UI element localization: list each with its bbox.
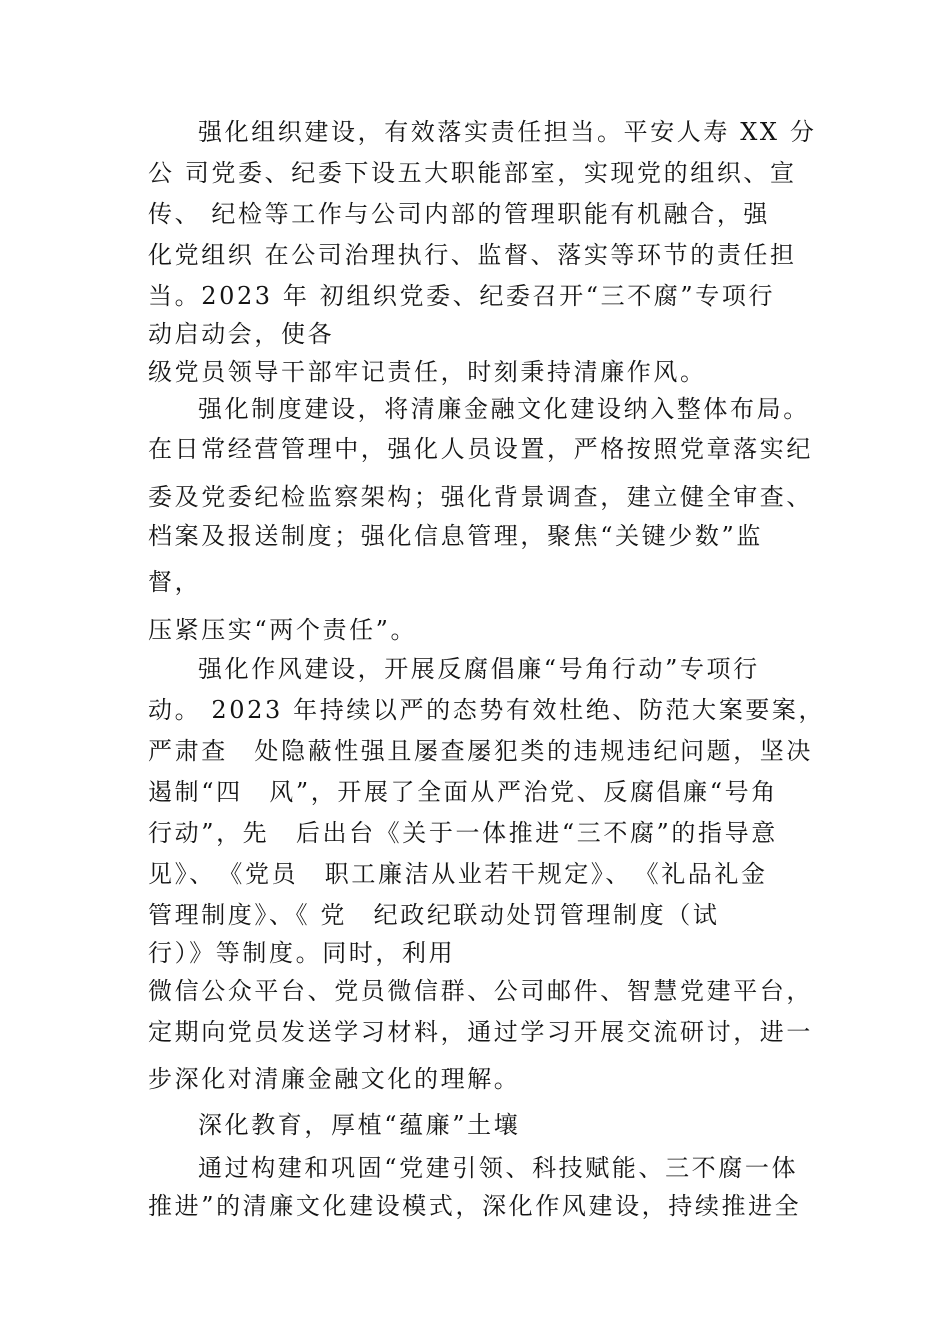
paragraph-line: 动启动会，使各 xyxy=(148,320,335,348)
paragraph-line: 级党员领导干部牢记责任，时刻秉持清廉作风。 xyxy=(148,358,707,386)
paragraph-line: 通过构建和巩固“党建引领、科技赋能、三不腐一体 xyxy=(198,1154,799,1182)
paragraph-line: 行动”，先 后出台《关于一体推进“三不腐”的指导意 xyxy=(148,819,778,847)
paragraph-line: 档案及报送制度；强化信息管理，聚焦“关键少数”监 xyxy=(148,522,763,550)
paragraph-line: 督， xyxy=(148,568,202,596)
paragraph-line: 见》、 《党员 职工廉洁从业若干规定》、 《礼品礼金 xyxy=(148,860,768,888)
paragraph-line: 微信公众平台、党员微信群、公司邮件、智慧党建平台， xyxy=(148,977,813,1005)
paragraph-line: 委及党委纪检监察架构；强化背景调查，建立健全审查、 xyxy=(148,483,813,511)
paragraph-line: 公 司党委、纪委下设五大职能部室，实现党的组织、宣 xyxy=(148,159,797,187)
paragraph-line: 传、 纪检等工作与公司内部的管理职能有机融合，强 xyxy=(148,200,771,228)
paragraph-line: 强化作风建设，开展反腐倡廉“号角行动”专项行 xyxy=(198,655,760,683)
paragraph-line: 压紧压实“两个责任”。 xyxy=(148,616,418,644)
paragraph-line: 当。2023 年 初组织党委、纪委召开“三不腐”专项行 xyxy=(148,282,776,310)
paragraph-line: 遏制“四 风”，开展了全面从严治党、反腐倡廉“号角 xyxy=(148,778,778,806)
paragraph-line: 步深化对清廉金融文化的理解。 xyxy=(148,1065,521,1093)
paragraph-line: 推进”的清廉文化建设模式，深化作风建设，持续推进全 xyxy=(148,1192,802,1220)
paragraph-line: 动。 2023 年持续以严的态势有效杜绝、防范大案要案， xyxy=(148,696,826,724)
section-heading: 深化教育，厚植“蕴廉”土壤 xyxy=(198,1111,521,1139)
paragraph-line: 行）》等制度。同时，利用 xyxy=(148,939,456,967)
paragraph-line: 化党组织 在公司治理执行、监督、落实等环节的责任担 xyxy=(148,241,797,269)
paragraph-line: 管理制度》、《 党 纪政纪联动处罚管理制度（试 xyxy=(148,901,720,929)
paragraph-line: 强化制度建设，将清廉金融文化建设纳入整体布局。 xyxy=(198,395,810,423)
paragraph-line: 严肃查 处隐蔽性强且屡查屡犯类的违规违纪问题，坚决 xyxy=(148,737,813,765)
paragraph-line: 定期向党员发送学习材料，通过学习开展交流研讨，进一 xyxy=(148,1018,813,1046)
paragraph-line: 在日常经营管理中，强化人员设置，严格按照党章落实纪 xyxy=(148,435,813,463)
paragraph-line: 强化组织建设，有效落实责任担当。平安人寿 XX 分 xyxy=(198,118,817,146)
